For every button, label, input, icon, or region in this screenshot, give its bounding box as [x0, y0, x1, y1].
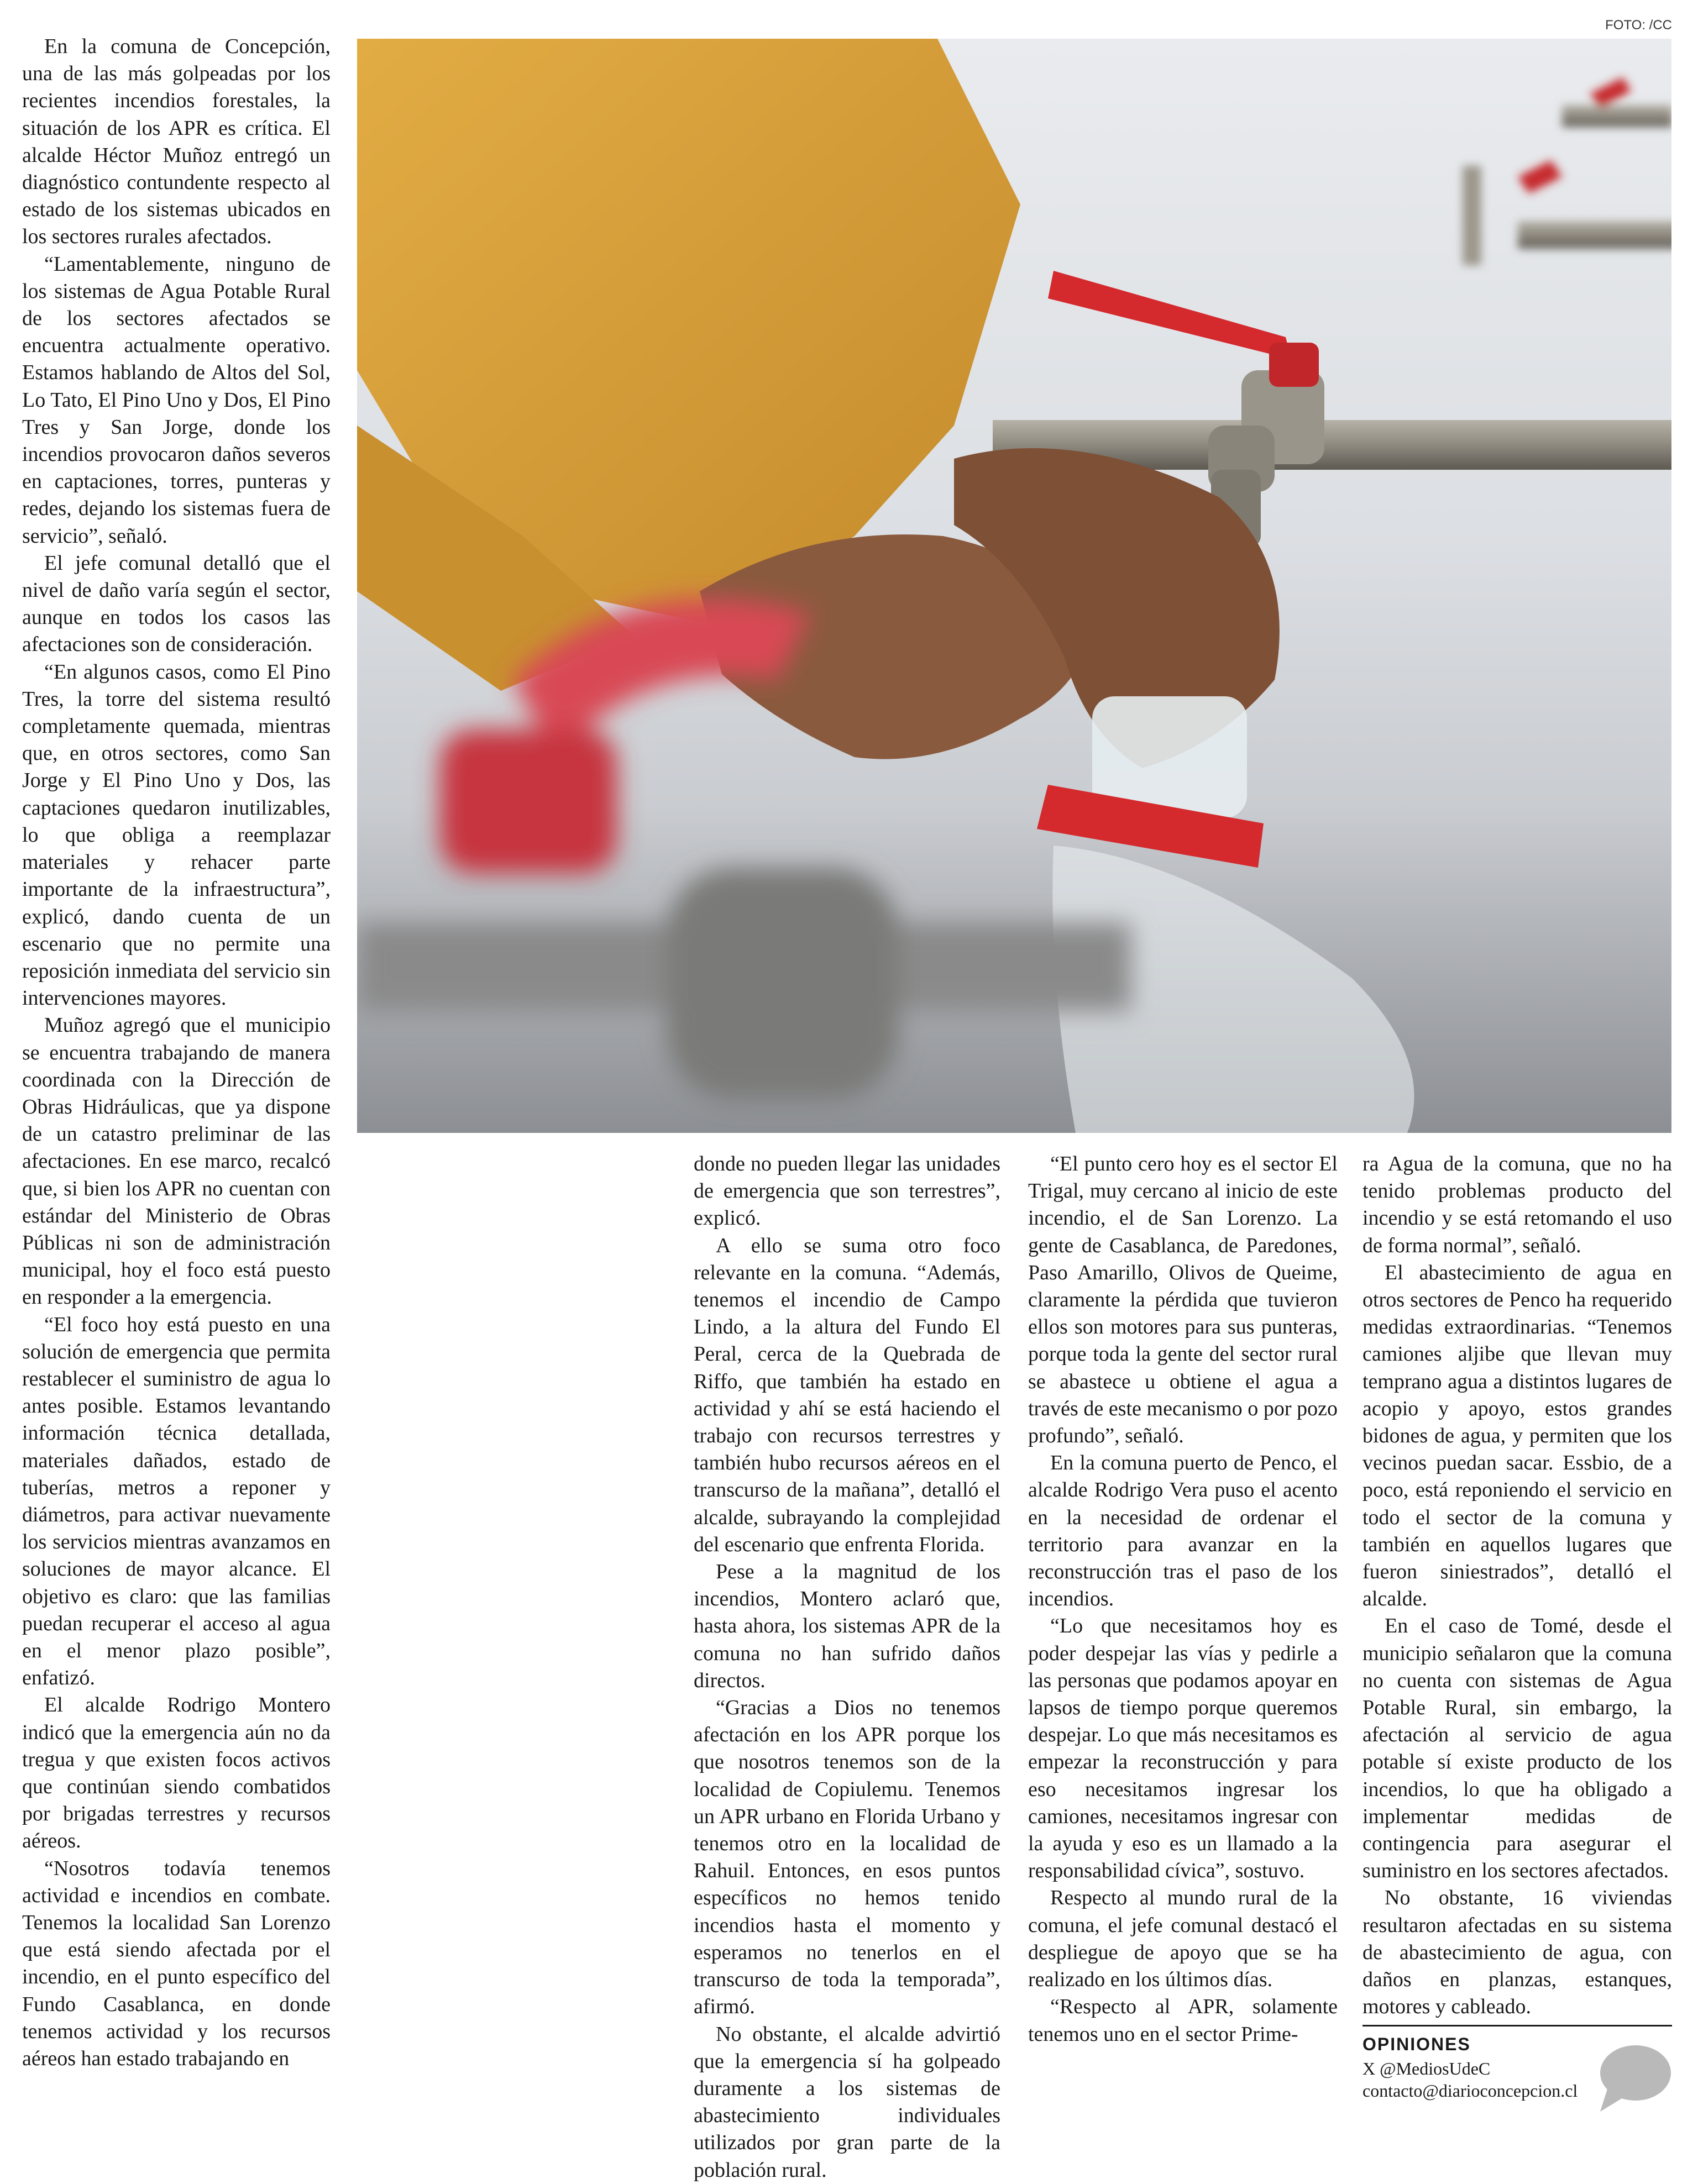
paragraph: “Nosotros todavía tenemos actividad e incendios en combate. Tenemos la localidad San Lorenzo que está siendo afectada por el incendio, en el punto específico del Fundo Casablanca, en donde tenemos actividad y los recursos aéreos han estado trabajando en — [22, 1856, 331, 2071]
paragraph: Muñoz agregó que el municipio se encuentra trabajando de manera coordinada con la Dirección de Obras Hidráulicas, que ya dispone de un catastro preliminar de las afectaciones. En ese marco, recalcó que, si bien los APR no cuentan con estándar del Ministerio de Obras Públicas ni son de administración municipal, hoy el foco está puesto en responder a la emergencia. — [22, 1014, 331, 1309]
photo-credit: FOTO: /CC — [1605, 18, 1672, 33]
article-column-3 — [1028, 1151, 1338, 2048]
article-photo — [357, 39, 1671, 1133]
plastic-bottle — [1037, 696, 1414, 1133]
speech-bubble-icon — [1595, 2039, 1672, 2116]
x-handle-link[interactable]: X @MediosUdeC — [1362, 2059, 1491, 2078]
paragraph: No obstante, el alcalde advirtió que la emergencia sí ha golpeado duramente a los sistemas de abastecimiento individuales utilizados por gran parte de la población rural. — [694, 2022, 1000, 2182]
article-column-2 — [694, 1151, 1000, 2184]
paragraph: “El foco hoy está puesto en una solución de emergencia que permita restablecer el suministro de agua lo antes posible. Estamos levantando información técnica detallada, materiales dañados, estado de tuberías, metros a reponer y diámetros, para activar nuevamente los servicios mientras avanzamos en soluciones de mayor alcance. El objetivo es claro: que las familias puedan recuperar el acceso al agua en el menor plazo posible”, enfatizó. — [22, 1313, 331, 1690]
paragraph: En la comuna puerto de Penco, el alcalde Rodrigo Vera puso el acento en la necesidad de ordenar el territorio para avanzar en la reconstrucción tras el paso de los incendios. — [1028, 1451, 1338, 1611]
paragraph: “En algunos casos, como El Pino Tres, la torre del sistema resultó completamente quemada, mientras que, en otros sectores, como San Jorge y El Pino Uno y Dos, las captaciones quedaron inutilizables, lo que obliga a reemplazar materiales y rehacer parte importante de la infraestructura”, explicó, dando cuenta de un escenario que no permite una reposición inmediata del servicio sin intervenciones mayores. — [22, 660, 331, 1010]
paragraph: El jefe comunal detalló que el nivel de daño varía según el sector, aunque en todos los casos las afectaciones son de consideración. — [22, 551, 331, 657]
paragraph: “Respecto al APR, solamente tenemos uno en el sector Prime- — [1028, 1995, 1338, 2046]
background-taps — [1463, 77, 1671, 265]
paragraph: “El punto cero hoy es el sector El Trigal, muy cercano al inicio de este incendio, el de San Lorenzo. La gente de Casablanca, de Paredones, Paso Amarillo, Olivos de Queime, claramente la pérdida que tuvieron ellos son motores para sus punteras, porque toda la gente del sector rural se abastece u obtiene el agua a través de este mecanismo o por pozo profundo”, señaló. — [1028, 1152, 1338, 1448]
paragraph: “Lo que necesitamos hoy es poder despejar las vías y pedirle a las personas que podamos apoyar en lapsos de tiempo porque queremos despejar. Lo que más necesitamos es empezar la reconstrucción y para eso necesitamos ingresar los camiones, necesitamos ingresar con la ayuda y eso es un llamado a la responsabilidad cívica”, sostuvo. — [1028, 1614, 1338, 1883]
article-column-4 — [1362, 1151, 1672, 2021]
opiniones-box — [1362, 2025, 1672, 2132]
paragraph: “Lamentablemente, ninguno de los sistemas de Agua Potable Rural de los sectores afectados se encuentra actualmente operativo. Estamos hablando de Altos del Sol, Lo Tato, El Pino Uno y Dos, El Pino Tres y San Jorge, donde los incendios provocaron daños severos en captaciones, torres, punteras y redes, dejando los sistemas fuera de servicio”, señaló. — [22, 252, 331, 548]
paragraph: “Gracias a Dios no tenemos afectación en los APR porque los que nosotros tenemos son de la localidad de Copiulemu. Tenemos un APR urbano en Florida Urbano y tenemos otro en la localidad de Rahuil. Entonces, en esos puntos específicos no hemos tenido incendios hasta el momento y esperamos no tenerlos en el transcurso de toda la temporada”, afirmó. — [694, 1696, 1000, 2019]
article-column-1 — [22, 33, 331, 2072]
opiniones-title: OPINIONES — [1362, 2034, 1471, 2054]
paragraph: donde no pueden llegar las unidades de emergencia que son terrestres”, explicó. — [694, 1152, 1000, 1230]
paragraph: ra Agua de la comuna, que no ha tenido problemas producto del incendio y se está retomando el uso de forma normal”, señaló. — [1362, 1152, 1672, 1257]
paragraph: En el caso de Tomé, desde el municipio señalaron que la comuna no cuenta con sistemas de Agua Potable Rural, sin embargo, la afectación al servicio de agua potable sí existe producto de los incendios, lo que ha obligado a implementar medidas de contingencia para asegurar el suministro en los sectores afectados. — [1362, 1614, 1672, 1883]
paragraph: El abastecimiento de agua en otros sectores de Penco ha requerido medidas extraordinarias. “Tenemos camiones aljibe que llevan muy temprano agua a distintos lugares de acopio y apoyo, estos grandes bidones de agua, y permiten que los vecinos puedan sacar. Essbio, de a poco, está reponiendo el servicio en todo el sector de la comuna y también en aquellos lugares que fueron siniestrados”, detalló el alcalde. — [1362, 1261, 1672, 1611]
paragraph: En la comuna de Concepción, una de las más golpeadas por los recientes incendios forestales, la situación de los APR es crítica. El alcalde Héctor Muñoz entregó un diagnóstico contundente respecto al estado de los sistemas ubicados en los sectores rurales afectados. — [22, 35, 331, 249]
paragraph: Pese a la magnitud de los incendios, Montero aclaró que, hasta ahora, los sistemas APR de la comuna no han sufrido daños directos. — [694, 1560, 1000, 1692]
paragraph: A ello se suma otro foco relevante en la comuna. “Además, tenemos el incendio de Campo Lindo, a la altura del Fundo El Peral, cerca de la Quebrada de Riffo, que también ha estado en actividad y ahí se está haciendo el trabajo con recursos terrestres y también hubo recursos aéreos en el transcurso de la mañana”, detalló el alcalde, subrayando la complejidad del escenario que enfrenta Florida. — [694, 1233, 1000, 1556]
contact-email-link[interactable]: contacto@diarioconcepcion.cl — [1362, 2081, 1578, 2101]
paragraph: El alcalde Rodrigo Montero indicó que la emergencia aún no da tregua y que existen focos activos que continúan siendo combatidos por brigadas terrestres y recursos aéreos. — [22, 1693, 331, 1853]
tap-water-illustration — [357, 39, 1671, 1133]
paragraph: No obstante, 16 viviendas resultaron afectadas en su sistema de abastecimiento de agua, con daños en planzas, estanques, motores y cableado. — [1362, 1886, 1672, 2019]
paragraph: Respecto al mundo rural de la comuna, el jefe comunal destacó el despliegue de apoyo que se ha realizado en los últimos días. — [1028, 1886, 1338, 1992]
